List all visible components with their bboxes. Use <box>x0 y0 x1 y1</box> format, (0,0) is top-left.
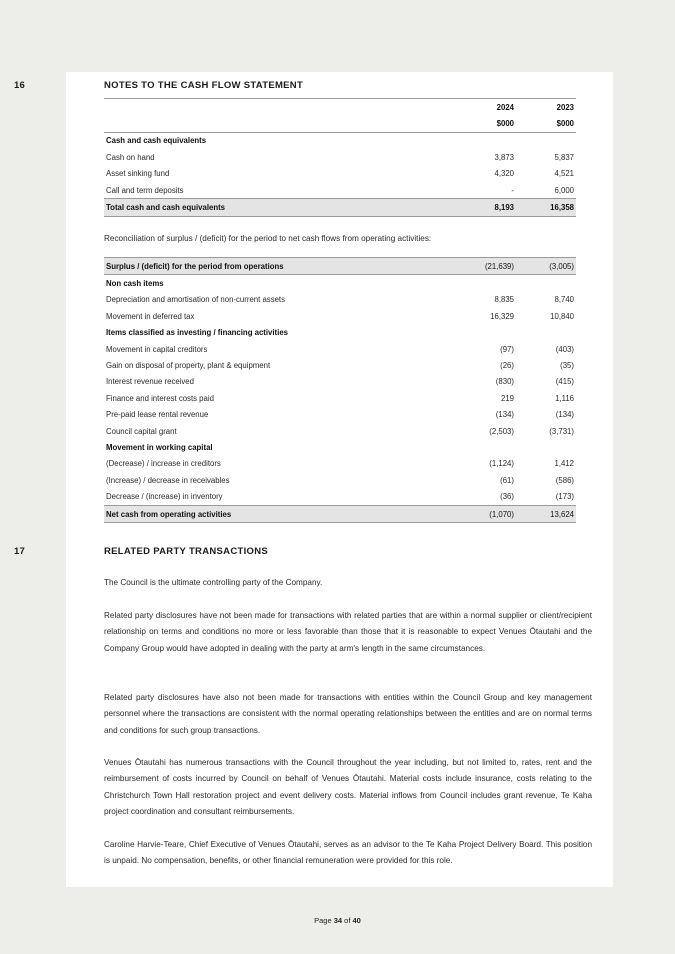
paragraph: Caroline Harvie-Teare, Chief Executive of Venues Ōtautahi, serves as an advisor to the Te Kaha Project Delivery Board. This position is unpaid. No compensation, benefits, or other financial remuneration were provided for this role. <box>104 840 592 866</box>
section-16-title: NOTES TO THE CASH FLOW STATEMENT <box>104 80 304 91</box>
page-footer <box>0 916 675 925</box>
value-2024: (830) <box>495 377 514 387</box>
value-2023 <box>516 325 576 341</box>
unit-2024-header: $000 <box>496 119 514 129</box>
value-2023: (3,005) <box>516 258 576 275</box>
table-row <box>104 439 576 455</box>
cash-equivalents-table <box>104 98 576 217</box>
current-page-number: 34 <box>333 916 343 925</box>
table-row <box>104 258 576 275</box>
row-label: (Increase) / decrease in receivables <box>106 475 230 485</box>
row-label: Decrease / (increase) in inventory <box>106 492 223 502</box>
value-2023: (586) <box>555 475 574 485</box>
unit-header-row <box>104 115 576 132</box>
table-row <box>104 374 576 390</box>
value-2023: 8,740 <box>554 295 574 305</box>
reconciliation-table <box>104 257 576 523</box>
table-row <box>104 407 576 423</box>
value-2024: 8,193 <box>456 199 516 216</box>
row-label: Non cash items <box>106 279 164 289</box>
table-row <box>104 357 576 373</box>
table-row <box>104 182 576 199</box>
table-row <box>104 292 576 308</box>
value-2024: 219 <box>500 393 514 403</box>
row-label: Movement in working capital <box>106 442 213 452</box>
row-label: Pre-paid lease rental revenue <box>106 410 209 420</box>
row-label: Call and term deposits <box>106 185 184 195</box>
value-2023 <box>516 275 576 292</box>
table-row <box>104 456 576 472</box>
total-page-number: 40 <box>352 916 361 925</box>
row-label: Council capital grant <box>106 426 177 436</box>
table-row <box>104 325 576 341</box>
value-2023: 10,840 <box>550 311 574 321</box>
value-2024: (2,503) <box>489 426 514 436</box>
value-2023: 1,412 <box>554 459 574 469</box>
row-label: Movement in capital creditors <box>106 344 208 354</box>
value-2024: - <box>511 185 514 195</box>
section-17-title: RELATED PARTY TRANSACTIONS <box>104 546 269 557</box>
value-2023 <box>516 132 576 149</box>
paragraph: Related party disclosures have not been made for transactions with related parties that are within a normal supplier or client/recipient relationship on terms and conditions no more or less favorable than those that it is reasonable to expect Venues Ōtautahi and the Company Group would have adopted in dealing with the party at arm's length in the same circumstances. <box>104 611 592 653</box>
value-2024: 16,329 <box>490 311 514 321</box>
value-2023: 4,521 <box>554 169 574 179</box>
document-page <box>14 72 613 887</box>
row-label: Interest revenue received <box>106 377 194 387</box>
row-label: (Decrease) / increase in creditors <box>106 459 221 469</box>
table-row <box>104 132 576 149</box>
value-2024: (36) <box>500 492 514 502</box>
table-row <box>104 390 576 406</box>
value-2024: (97) <box>500 344 514 354</box>
value-2024: (1,124) <box>489 459 514 469</box>
value-2024 <box>456 275 516 292</box>
value-2024 <box>456 132 516 149</box>
row-label: Cash and cash equivalents <box>104 132 456 149</box>
value-2024: 3,873 <box>494 152 514 162</box>
table-row <box>104 488 576 505</box>
value-2023: (173) <box>555 492 574 502</box>
value-2024: (21,639) <box>456 258 516 275</box>
year-2024-header: 2024 <box>456 99 516 116</box>
table-row <box>104 275 576 292</box>
total-row <box>104 505 576 522</box>
footer-prefix: Page <box>314 916 334 925</box>
total-row <box>104 199 576 216</box>
value-2023: (415) <box>555 377 574 387</box>
value-2024: (26) <box>500 361 514 371</box>
table-row <box>104 308 576 324</box>
row-label: Gain on disposal of property, plant & equipment <box>106 361 271 371</box>
value-2023: 5,837 <box>554 152 574 162</box>
row-label: Total cash and cash equivalents <box>104 199 456 216</box>
row-label: Cash on hand <box>106 152 155 162</box>
year-header-row <box>104 99 576 116</box>
reconciliation-intro: Reconciliation of surplus / (deficit) for the period to net cash flows from operating activities: <box>104 234 432 243</box>
row-label: Surplus / (deficit) for the period from operations <box>104 258 456 275</box>
value-2024: (1,070) <box>456 505 516 522</box>
value-2023 <box>516 439 576 455</box>
row-label: Finance and interest costs paid <box>106 393 214 403</box>
table-row <box>104 149 576 165</box>
row-label: Depreciation and amortisation of non-current assets <box>106 295 285 305</box>
row-label: Asset sinking fund <box>106 169 170 179</box>
table-row <box>104 341 576 357</box>
table-row <box>104 472 576 488</box>
paragraph: Related party disclosures have also not been made for transactions with entities within the Council Group and key management personnel where the transactions are consistent with the normal operating relationships between the entities and are on normal terms and conditions for such group transactions. <box>104 693 592 735</box>
value-2024: (61) <box>500 475 514 485</box>
row-label: Net cash from operating activities <box>104 505 456 522</box>
value-2024: (134) <box>495 410 514 420</box>
year-2023-header: 2023 <box>516 99 576 116</box>
section-16-number: 16 <box>14 80 25 91</box>
row-label: Movement in deferred tax <box>106 311 195 321</box>
value-2024 <box>456 325 516 341</box>
table-row <box>104 166 576 182</box>
paragraph: Venues Ōtautahi has numerous transactions with the Council throughout the year including, but not limited to, rates, rent and the reimbursement of costs incurred by Council on behalf of Venues Ōtautahi. Material costs include insurance, costs relating to the Christchurch Town Hall restoration project and event delivery costs. Material inflows from Council includes grant revenue, Te Kaha project coordination and consultant reimbursements. <box>104 758 592 816</box>
value-2023: (35) <box>560 361 574 371</box>
value-2023: 13,624 <box>516 505 576 522</box>
value-2023: (3,731) <box>549 426 574 436</box>
value-2023: (403) <box>555 344 574 354</box>
value-2023: 6,000 <box>554 185 574 195</box>
unit-2023-header: $000 <box>556 119 574 129</box>
table-row <box>104 423 576 439</box>
section-17-number: 17 <box>14 546 25 557</box>
value-2024: 4,320 <box>494 169 514 179</box>
value-2024: 8,835 <box>494 295 514 305</box>
paragraph: The Council is the ultimate controlling party of the Company. <box>104 578 323 587</box>
row-label: Items classified as investing / financing activities <box>106 328 288 338</box>
value-2023: 16,358 <box>516 199 576 216</box>
footer-of: of <box>342 916 353 925</box>
value-2023: 1,116 <box>555 393 574 403</box>
value-2024 <box>456 439 516 455</box>
value-2023: (134) <box>555 410 574 420</box>
